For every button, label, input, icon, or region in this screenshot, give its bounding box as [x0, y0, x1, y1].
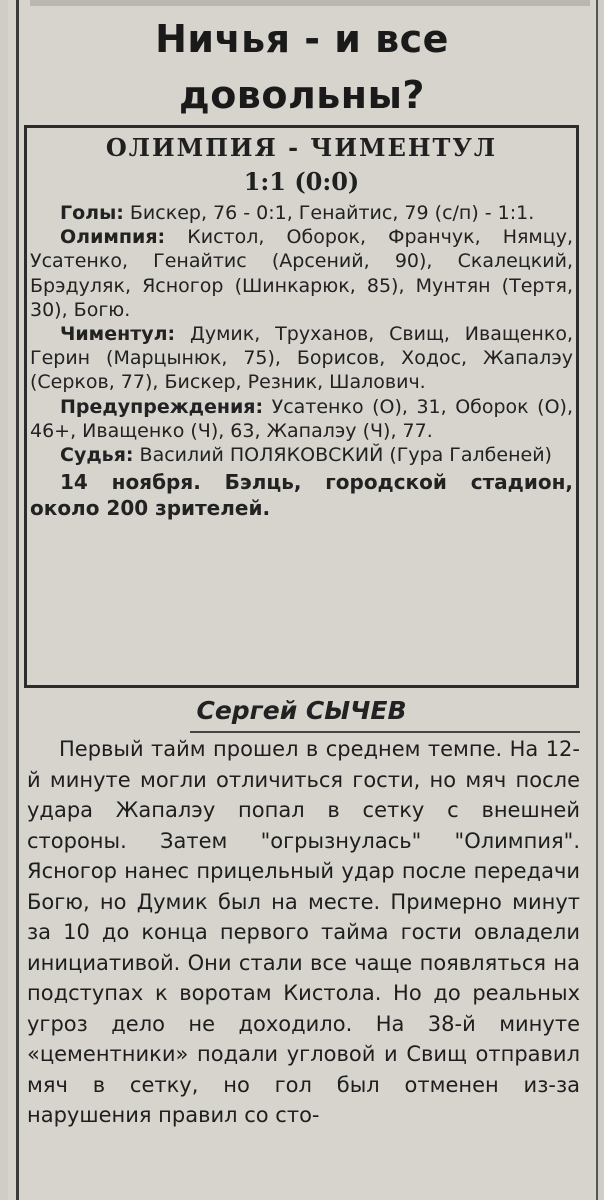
referee-label: Судья: [60, 444, 134, 467]
headline-line-1: Ничья - и все [155, 17, 449, 61]
chimentul-label: Чиментул: [60, 323, 176, 346]
chimentul-text: Думик, Труханов, Свищ, Иващенко, Герин (Марцынюк, 75), Борисов, Ходос, Жапалэу (Серков, 77), Бискер, Резник, Шалович. [30, 323, 573, 394]
chimentul-lineup [30, 322, 573, 395]
column-rule-right [596, 0, 598, 1200]
cut-off-top-text [30, 0, 590, 6]
warnings-label: Предупреждения: [60, 395, 264, 418]
column-rule-left [16, 0, 19, 1200]
article-body: Первый тайм прошел в среднем темпе. На 12-й минуте могли отличиться гости, но мяч после удара Жапалэу попал в сетку с внешней стороны. Затем "огрызнулась" "Олимпия". Ясногор нанес прицельный удар после передачи Богю, но Думик был на месте. Примерно минут за 10 до конца первого тайма гости овладели инициативой. Они стали все чаще появляться на подступах к воротам Кистола. Но до реальных угроз дело не доходило. На 38-й минуте «цементники» подали угловой и Свищ отправил мяч в сетку, но гол был отменен из-за нарушения правил со сто- [27, 737, 580, 1127]
headline-line-2: довольны? [179, 73, 425, 117]
goals-text: Бискер, 76 - 0:1, Генайтис, 79 (с/п) - 1:1. [123, 202, 535, 224]
warnings-text: Усатенко (О), 31, Оборок (О), 46+, Иващенко (Ч), 63, Жапалэу (Ч), 77. [30, 395, 573, 442]
warnings-paragraph [30, 395, 573, 443]
olimpia-text: Кистол, Оборок, Франчук, Нямцу, Усатенко, Генайтис (Арсений, 90), Скалецкий, Брэдуляк, Ясногор (Шинкарюк, 85), Мунтян (Тертя, 30), Богю. [30, 226, 573, 321]
goals-paragraph [30, 201, 573, 225]
olimpia-label: Олимпия: [60, 226, 166, 249]
byline-rule [190, 731, 580, 733]
match-teams: ОЛИМПИЯ - ЧИМЕНТУЛ [105, 133, 498, 162]
olimpia-lineup [30, 225, 573, 322]
match-score: 1:1 (0:0) [243, 167, 360, 196]
referee-paragraph [30, 443, 573, 467]
referee-text: Василий ПОЛЯКОВСКИЙ (Гура Галбеней) [133, 444, 552, 467]
author-byline: Сергей СЫЧЕВ [196, 696, 407, 725]
match-info-content [30, 131, 573, 541]
venue-info: 14 ноября. Бэлць, городской стадион, около 200 зрителей. [30, 470, 573, 521]
goals-label: Голы: [60, 202, 124, 224]
